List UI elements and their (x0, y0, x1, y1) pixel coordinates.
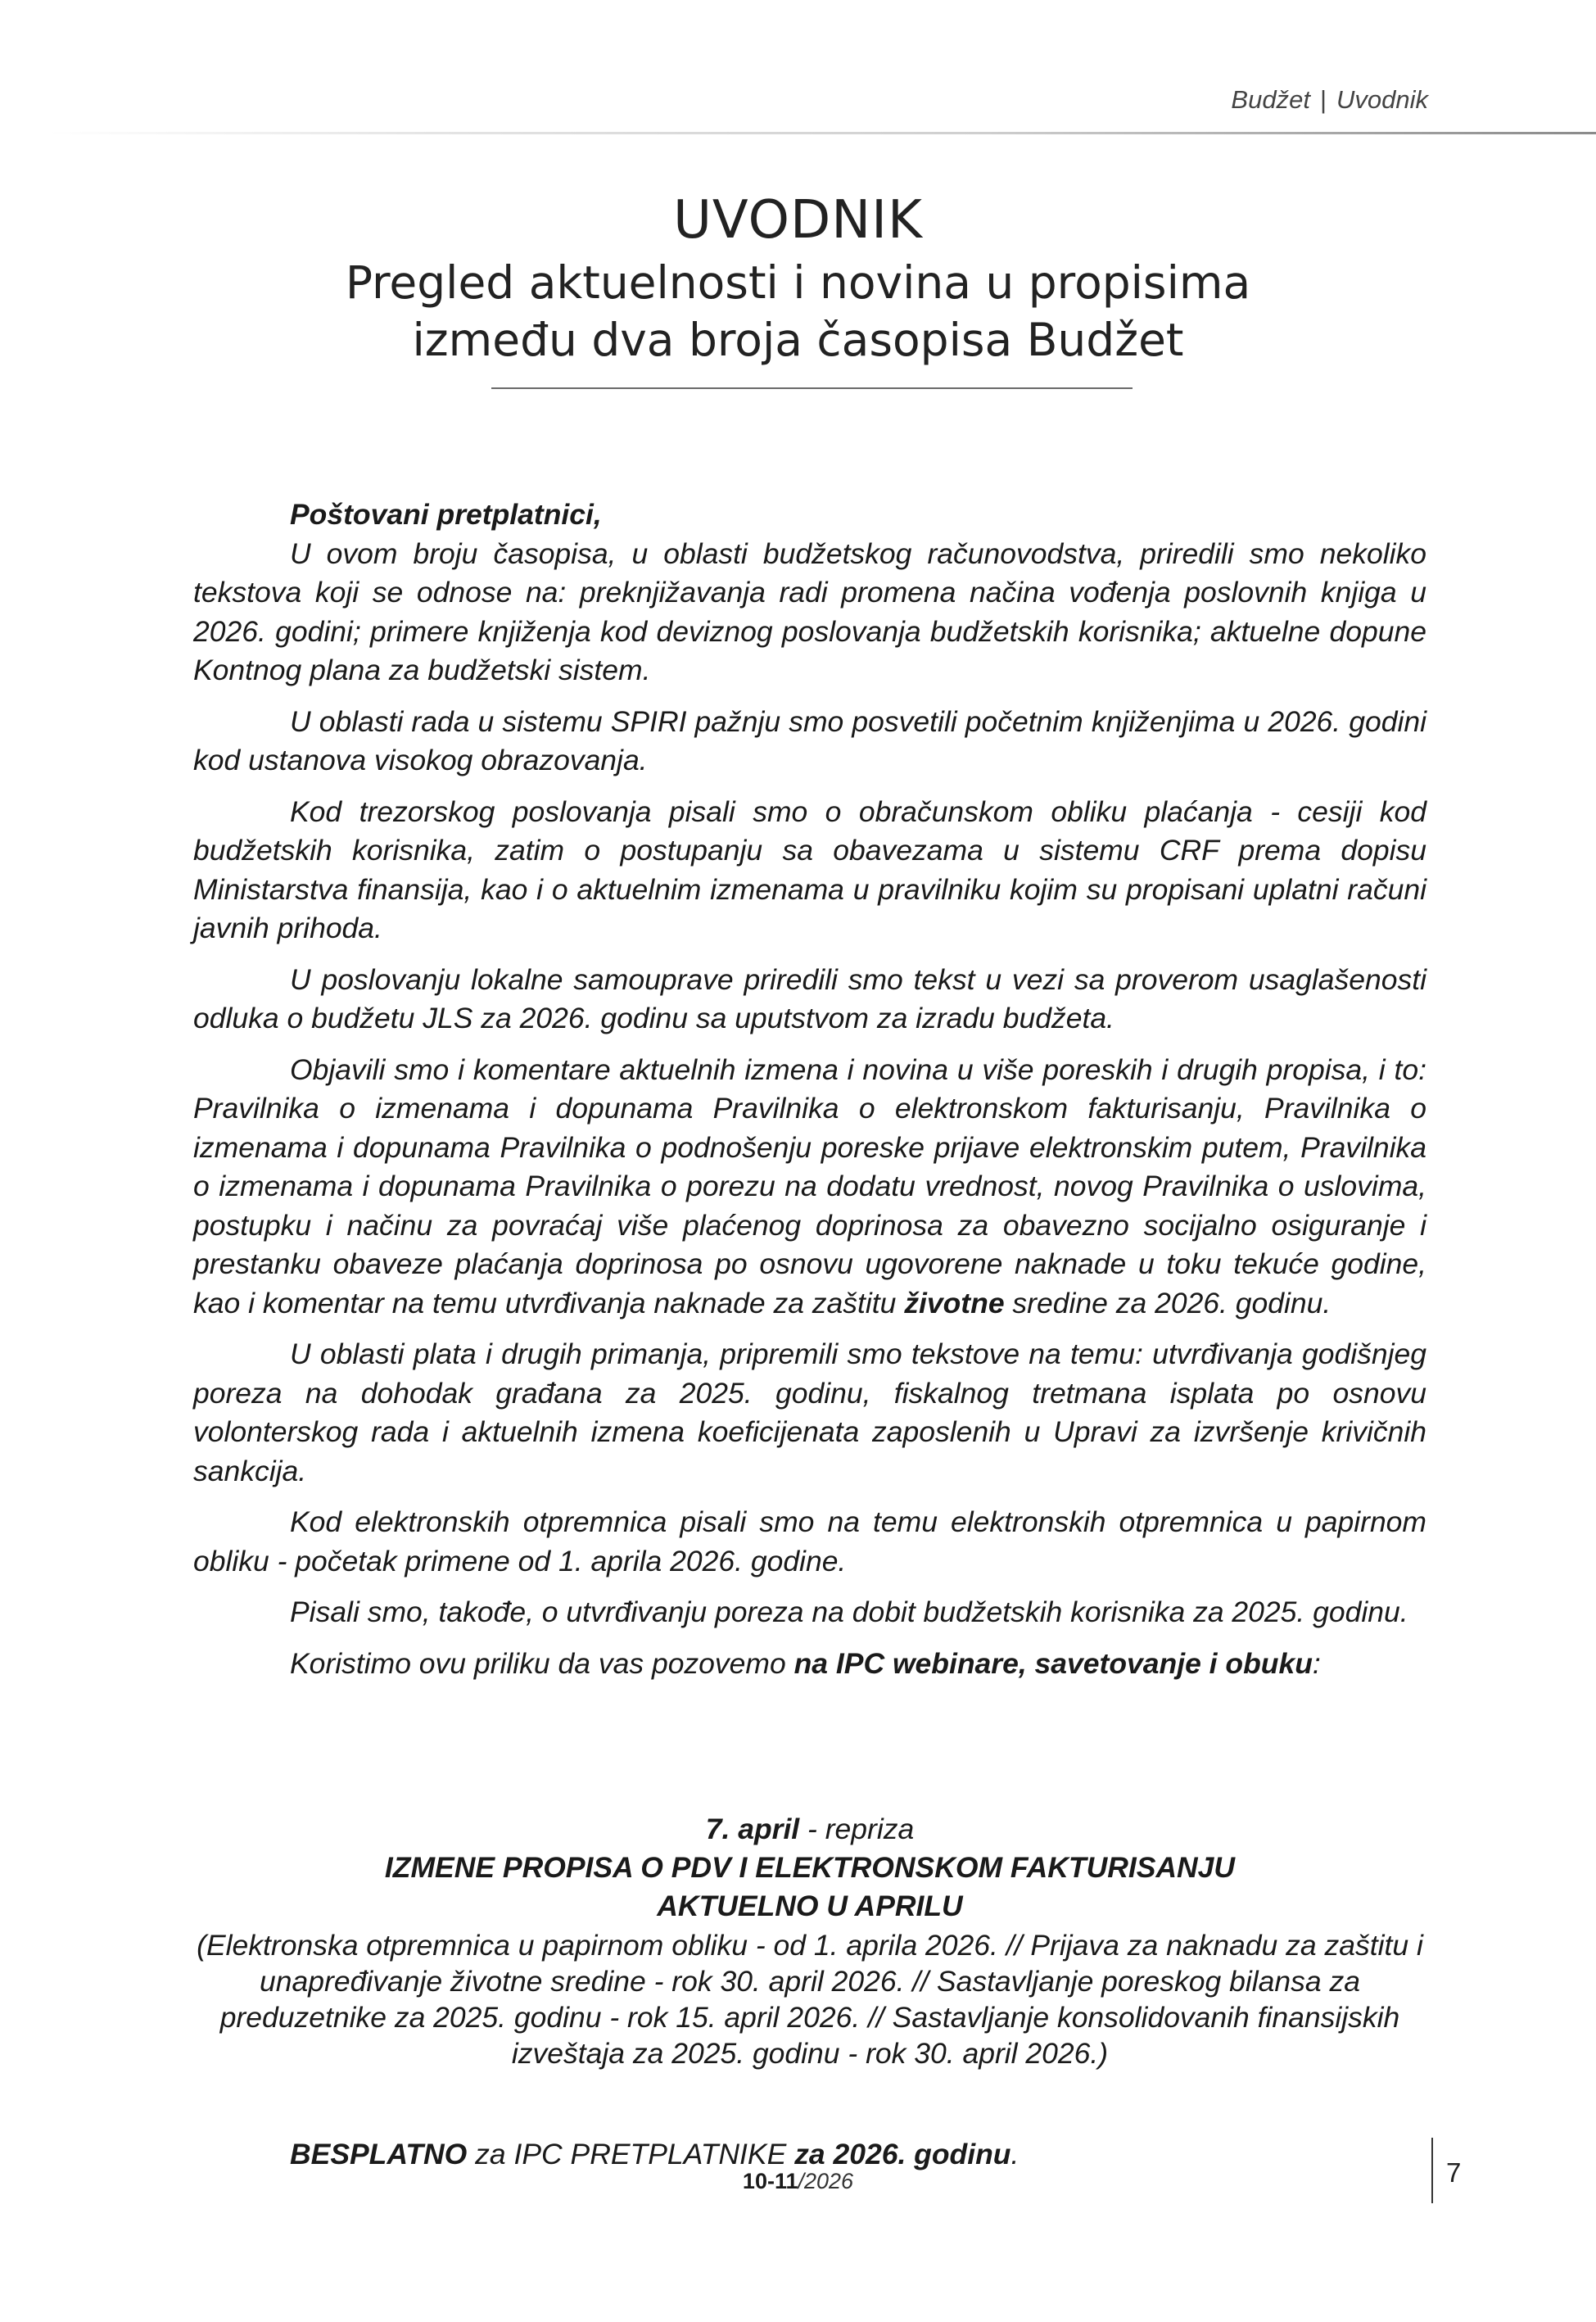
paragraph-invitation (193, 1645, 1426, 1684)
event-block (193, 1810, 1426, 2071)
free-offer-text: za IPC PRETPLATNIKE (467, 2138, 795, 2170)
event-date: 7. april (705, 1813, 800, 1845)
paragraph-spiri: U oblasti rada u sistemu SPIRI pažnju smo posvetili početnim knjiženjima u 2026. godini kod ustanova visokog obrazovanja. (193, 704, 1426, 776)
paragraph-regulations-bold: životne (904, 1286, 1005, 1319)
issue-year: /2026 (798, 2169, 854, 2193)
event-title-2: AKTUELNO U APRILU (657, 1890, 963, 1922)
free-offer-bold-2: za 2026. godinu (794, 2138, 1011, 2170)
page-number-rule (1431, 2138, 1433, 2203)
header-rule (47, 132, 1596, 134)
paragraph-treasury: Kod trezorskog poslovanja pisali smo o obračunskom obliku plaćanja - cesiji kod budžetskih korisnika, zatim o postupanju sa obavezama u sistemu CRF prema dopisu Ministarstva finansija, kao i o aktuelnim izmenama u pravilniku kojim su propisani uplatni računi javnih prihoda. (193, 794, 1426, 944)
paragraph-salaries: U oblasti plata i drugih primanja, pripremili smo tekstove na temu: utvrđivanja godišnjeg poreza na dohodak građana za 2025. godinu, fiskalnog tretmana isplata po osnovu volonterskog rada i aktuelnih izmena koeficijenata zaposlenih u Upravi za izvršenje krivičnih sankcija. (193, 1338, 1426, 1487)
title-rule (491, 387, 1133, 389)
free-offer-line (290, 2138, 1019, 2171)
invitation-bold: na IPC webinare, savetovanje i obuku (793, 1646, 1313, 1680)
paragraph-regulations (193, 1051, 1426, 1324)
running-head-subsection: Uvodnik (1336, 85, 1428, 114)
page-subtitle-line-1: Pregled aktuelnosti i novina u propisima (345, 256, 1251, 309)
paragraph-accounting: U ovom broju časopisa, u oblasti budžetskog računovodstva, priredili smo nekoliko tekstova koji se odnose na: preknjižavanja radi promena načina vođenja poslovnih knjiga u 2026. godini; primere knjiženja kod deviznog poslovanja budžetskih korisnika; aktuelne dopune Kontnog plana za budžetski sistem. (193, 536, 1426, 686)
page-number: 7 (1446, 2157, 1462, 2188)
running-head (1231, 85, 1428, 115)
page-subtitle-line-2: između dva broja časopisa Budžet (412, 314, 1184, 366)
paragraph-regulations-text-b: sredine za 2026. godinu. (1004, 1286, 1332, 1319)
issue-number: 10-11 (742, 2169, 798, 2193)
event-title-1[interactable]: IZMENE PROPISA O PDV I ELEKTRONSKOM FAKTURISANJU (384, 1851, 1236, 1884)
footer-issue (0, 2169, 1596, 2194)
free-offer-bold-1: BESPLATNO (290, 2138, 468, 2170)
invitation-text-a: Koristimo ovu priliku da vas pozovemo (290, 1646, 794, 1680)
paragraph-regulations-text-a: Objavili smo i komentare aktuelnih izmena i novina u više poreskih i drugih propisa, i to: Pravilnika o izmenama i dopunama Pravilnika o elektronskom fakturisanju, Pravilnika o izmenama i dopunama Pravilnika o podnošenju poreske prijave elektronskim putem, Pravilnika o izmenama i dopunama Pravilnika o porezu na dodatu vrednost, novog Pravilnika o uslovima, postupku i načinu za povraćaj više plaćenog doprinosa za obavezno socijalno osiguranje i prestanku obaveze plaćanja doprinosa po osnovu ugovorene naknade u toku tekuće godine, kao i komentar na temu utvrđivanja naknade za zaštitu (193, 1052, 1426, 1319)
invitation-text-b: : (1312, 1646, 1321, 1680)
paragraph-local-government: U poslovanju lokalne samouprave priredili smo tekst u vezi sa proverom usaglašenosti odluka o budžetu JLS za 2026. godinu sa uputstvom za izradu budžeta. (193, 962, 1426, 1034)
paragraph-profit-tax: Pisali smo, takođe, o utvrđivanju poreza na dobit budžetskih korisnika za 2025. godinu. (290, 1596, 1408, 1628)
running-head-separator: | (1319, 85, 1327, 114)
free-offer-end: . (1010, 2138, 1020, 2170)
paragraph-e-delivery-notes: Kod elektronskih otpremnica pisali smo na temu elektronskih otpremnica u papirnom obliku - početak primene od 1. aprila 2026. godine. (193, 1505, 1426, 1577)
page-title: UVODNIK (673, 190, 923, 251)
title-block (0, 187, 1596, 369)
article-body (193, 496, 1426, 1695)
running-head-section: Budžet (1231, 85, 1310, 114)
event-date-suffix: - repriza (799, 1813, 915, 1845)
event-details: (Elektronska otpremnica u papirnom obliku - od 1. aprila 2026. // Prijava za naknadu za zaštitu i unapređivanje životne sredine - rok 30. april 2026. // Sastavljanje poreskog bilansa za preduzetnike za 2025. godinu - rok 15. april 2026. // Sastavljanje konsolidovanih finansijskih izveštaja za 2025. godinu - rok 30. april 2026.) (197, 1929, 1423, 2070)
salutation: Poštovani pretplatnici, (290, 498, 602, 531)
event-date-line (193, 1810, 1426, 1849)
